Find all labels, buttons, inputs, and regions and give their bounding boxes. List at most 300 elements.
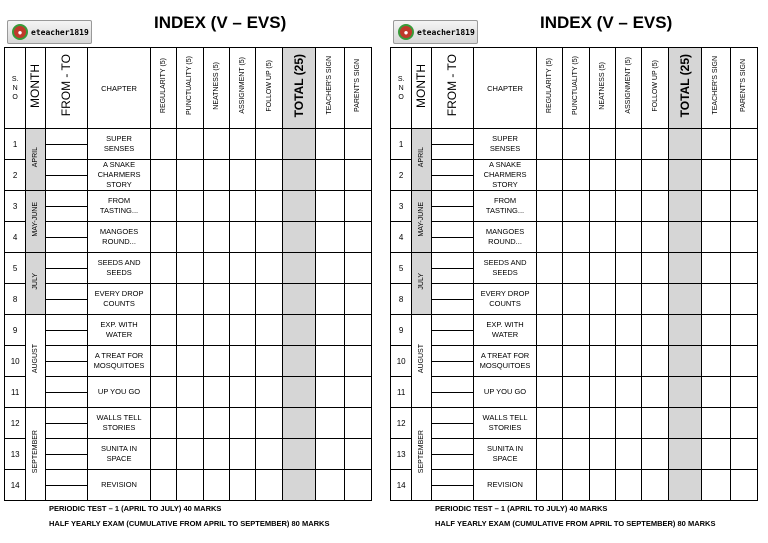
sign-cell bbox=[730, 129, 758, 160]
month-july bbox=[412, 253, 431, 315]
from-to-cell bbox=[45, 408, 88, 439]
header-assignment-label: ASSIGNMENT (5) bbox=[625, 57, 633, 114]
sign-cell bbox=[344, 191, 372, 222]
row-sno: 10 bbox=[5, 346, 26, 377]
mark-cell bbox=[229, 191, 255, 222]
sign-cell bbox=[344, 253, 372, 284]
from-to-cell bbox=[431, 160, 474, 191]
mark-cell bbox=[536, 160, 562, 191]
mark-cell bbox=[150, 377, 176, 408]
mark-cell bbox=[150, 253, 176, 284]
from-to-cell bbox=[431, 377, 474, 408]
header-from-to bbox=[45, 48, 88, 129]
header-sno-line: N bbox=[12, 84, 18, 92]
sign-cell bbox=[344, 346, 372, 377]
month-label: AUGUST bbox=[31, 343, 39, 374]
mark-cell bbox=[177, 408, 203, 439]
mark-cell bbox=[150, 222, 176, 253]
apple-logo-icon: ● bbox=[398, 24, 414, 40]
chapter-cell bbox=[88, 253, 151, 284]
row-sno: 3 bbox=[391, 191, 412, 222]
from-to-cell bbox=[45, 253, 88, 284]
from-to-cell bbox=[431, 129, 474, 160]
row-sno: 13 bbox=[391, 439, 412, 470]
chapter-line: SUNITA IN bbox=[486, 444, 524, 453]
table-row bbox=[5, 284, 372, 315]
mark-cell bbox=[177, 346, 203, 377]
header-from-to bbox=[431, 48, 474, 129]
total-cell bbox=[668, 160, 701, 191]
mark-cell bbox=[177, 377, 203, 408]
row-sno: 5 bbox=[5, 253, 26, 284]
mark-cell bbox=[150, 191, 176, 222]
mark-cell bbox=[589, 346, 615, 377]
mark-cell bbox=[229, 315, 255, 346]
row-sno: 4 bbox=[5, 222, 26, 253]
from-to-cell bbox=[45, 160, 88, 191]
from-to-cell bbox=[45, 377, 88, 408]
mark-cell bbox=[150, 439, 176, 470]
header-regularity-label: REGULARITY (5) bbox=[546, 57, 554, 114]
sign-cell bbox=[344, 439, 372, 470]
header-neatness-label: NEATNESS (5) bbox=[598, 61, 606, 110]
table-row bbox=[5, 191, 372, 222]
month-label: JULY bbox=[417, 272, 425, 290]
mark-cell bbox=[256, 284, 282, 315]
mark-cell bbox=[256, 191, 282, 222]
sign-cell bbox=[730, 346, 758, 377]
total-cell bbox=[282, 377, 315, 408]
sign-cell bbox=[702, 160, 730, 191]
mark-cell bbox=[563, 439, 589, 470]
sign-cell bbox=[316, 222, 344, 253]
mark-cell bbox=[563, 222, 589, 253]
from-to-cell bbox=[45, 222, 88, 253]
chapter-line: STORY bbox=[106, 180, 132, 189]
total-cell bbox=[282, 253, 315, 284]
chapter-line: WATER bbox=[105, 330, 133, 339]
mark-cell bbox=[203, 470, 229, 501]
header-regularity bbox=[150, 48, 176, 129]
header-total bbox=[282, 48, 315, 129]
mark-cell bbox=[150, 408, 176, 439]
row-sno: 2 bbox=[5, 160, 26, 191]
mark-cell bbox=[229, 408, 255, 439]
month-label: SEPTEMBER bbox=[417, 429, 425, 474]
chapter-cell bbox=[88, 346, 151, 377]
table-row bbox=[5, 222, 372, 253]
chapter-line: EXP. WITH bbox=[486, 320, 524, 329]
mark-cell bbox=[615, 253, 641, 284]
mark-cell bbox=[615, 129, 641, 160]
mark-cell bbox=[256, 253, 282, 284]
chapter-line: STORIES bbox=[488, 423, 522, 432]
sign-cell bbox=[316, 346, 344, 377]
header-teacher-sign bbox=[702, 48, 730, 129]
month-may-june bbox=[412, 191, 431, 253]
mark-cell bbox=[615, 408, 641, 439]
row-sno: 11 bbox=[391, 377, 412, 408]
mark-cell bbox=[615, 315, 641, 346]
mark-cell bbox=[256, 408, 282, 439]
mark-cell bbox=[615, 222, 641, 253]
month-label: MAY-JUNE bbox=[31, 201, 39, 237]
total-cell bbox=[668, 346, 701, 377]
row-sno: 9 bbox=[391, 315, 412, 346]
sign-cell bbox=[316, 129, 344, 160]
row-sno: 4 bbox=[391, 222, 412, 253]
from-to-cell bbox=[431, 284, 474, 315]
mark-cell bbox=[203, 253, 229, 284]
mark-cell bbox=[642, 160, 668, 191]
sign-cell bbox=[316, 191, 344, 222]
table-row bbox=[391, 284, 758, 315]
chapter-cell bbox=[474, 191, 537, 222]
mark-cell bbox=[203, 408, 229, 439]
sign-cell bbox=[702, 377, 730, 408]
row-sno: 1 bbox=[5, 129, 26, 160]
footer-half-yearly: HALF YEARLY EXAM (CUMULATIVE FROM APRIL TO SEPTEMBER) 80 MARKS bbox=[49, 519, 330, 528]
header-sno-line: O bbox=[12, 93, 18, 101]
header-parent-sign bbox=[344, 48, 372, 129]
footer-half-yearly: HALF YEARLY EXAM (CUMULATIVE FROM APRIL TO SEPTEMBER) 80 MARKS bbox=[435, 519, 716, 528]
mark-cell bbox=[536, 253, 562, 284]
mark-cell bbox=[203, 377, 229, 408]
table-row bbox=[391, 346, 758, 377]
table-row bbox=[391, 408, 758, 439]
mark-cell bbox=[203, 315, 229, 346]
table-row bbox=[5, 346, 372, 377]
mark-cell bbox=[229, 160, 255, 191]
mark-cell bbox=[203, 346, 229, 377]
chapter-line: MANGOES bbox=[99, 227, 139, 236]
chapter-line: WATER bbox=[491, 330, 519, 339]
mark-cell bbox=[615, 160, 641, 191]
sign-cell bbox=[702, 191, 730, 222]
total-cell bbox=[668, 377, 701, 408]
table-row bbox=[391, 129, 758, 160]
header-month bbox=[26, 48, 45, 129]
index-sheet-right bbox=[390, 0, 764, 543]
table-row bbox=[5, 377, 372, 408]
total-cell bbox=[668, 284, 701, 315]
mark-cell bbox=[256, 315, 282, 346]
chapter-cell bbox=[88, 222, 151, 253]
mark-cell bbox=[177, 191, 203, 222]
chapter-line: CHARMERS bbox=[97, 170, 141, 179]
chapter-cell bbox=[474, 470, 537, 501]
from-to-cell bbox=[45, 315, 88, 346]
month-july bbox=[26, 253, 45, 315]
from-to-cell bbox=[45, 470, 88, 501]
mark-cell bbox=[589, 253, 615, 284]
chapter-cell bbox=[88, 315, 151, 346]
header-sno-line: O bbox=[398, 93, 404, 101]
month-label: AUGUST bbox=[417, 343, 425, 374]
sign-cell bbox=[730, 315, 758, 346]
sign-cell bbox=[702, 346, 730, 377]
header-neatness bbox=[589, 48, 615, 129]
mark-cell bbox=[615, 377, 641, 408]
total-cell bbox=[282, 284, 315, 315]
header-total-label: TOTAL (25) bbox=[677, 53, 692, 118]
mark-cell bbox=[229, 439, 255, 470]
mark-cell bbox=[642, 253, 668, 284]
mark-cell bbox=[150, 315, 176, 346]
from-to-cell bbox=[45, 191, 88, 222]
mark-cell bbox=[256, 160, 282, 191]
from-to-cell bbox=[431, 253, 474, 284]
logo-badge bbox=[7, 20, 92, 44]
chapter-cell bbox=[474, 253, 537, 284]
row-sno: 9 bbox=[5, 315, 26, 346]
mark-cell bbox=[177, 315, 203, 346]
mark-cell bbox=[589, 284, 615, 315]
chapter-cell bbox=[474, 377, 537, 408]
chapter-cell bbox=[474, 315, 537, 346]
row-sno: 5 bbox=[391, 253, 412, 284]
table-row bbox=[391, 253, 758, 284]
sign-cell bbox=[730, 377, 758, 408]
row-sno: 14 bbox=[5, 470, 26, 501]
mark-cell bbox=[642, 129, 668, 160]
chapter-line: COUNTS bbox=[103, 299, 135, 308]
chapter-line: SUNITA IN bbox=[100, 444, 138, 453]
mark-cell bbox=[563, 160, 589, 191]
sign-cell bbox=[702, 222, 730, 253]
chapter-line: MOSQUITOES bbox=[93, 361, 145, 370]
chapter-line: UP YOU GO bbox=[483, 387, 527, 396]
header-month-label: MONTH bbox=[414, 63, 429, 108]
sign-cell bbox=[702, 129, 730, 160]
chapter-line: SEEDS AND bbox=[97, 258, 141, 267]
table-row bbox=[391, 470, 758, 501]
index-sheet-left bbox=[4, 0, 378, 543]
row-sno: 2 bbox=[391, 160, 412, 191]
month-september bbox=[412, 408, 431, 501]
mark-cell bbox=[177, 470, 203, 501]
table-row bbox=[5, 470, 372, 501]
chapter-line: ROUND... bbox=[102, 237, 136, 246]
mark-cell bbox=[536, 129, 562, 160]
mark-cell bbox=[177, 129, 203, 160]
sign-cell bbox=[730, 160, 758, 191]
apple-logo-icon: ● bbox=[12, 24, 28, 40]
total-cell bbox=[282, 222, 315, 253]
mark-cell bbox=[642, 377, 668, 408]
total-cell bbox=[668, 439, 701, 470]
sign-cell bbox=[316, 377, 344, 408]
chapter-line: EVERY DROP bbox=[94, 289, 144, 298]
row-sno: 8 bbox=[391, 284, 412, 315]
chapter-cell bbox=[88, 470, 151, 501]
chapter-cell bbox=[88, 408, 151, 439]
mark-cell bbox=[256, 129, 282, 160]
mark-cell bbox=[536, 191, 562, 222]
mark-cell bbox=[642, 408, 668, 439]
chapter-line: SEEDS bbox=[492, 268, 518, 277]
sign-cell bbox=[344, 222, 372, 253]
sign-cell bbox=[730, 191, 758, 222]
mark-cell bbox=[589, 377, 615, 408]
total-cell bbox=[282, 439, 315, 470]
sign-cell bbox=[702, 284, 730, 315]
header-teacher-sign-label: TEACHER'S SIGN bbox=[712, 56, 720, 115]
mark-cell bbox=[177, 160, 203, 191]
mark-cell bbox=[203, 160, 229, 191]
page-title: INDEX (V – EVS) bbox=[540, 13, 673, 32]
chapter-cell bbox=[88, 439, 151, 470]
mark-cell bbox=[563, 315, 589, 346]
header-month bbox=[412, 48, 431, 129]
sign-cell bbox=[702, 439, 730, 470]
total-cell bbox=[282, 160, 315, 191]
mark-cell bbox=[563, 253, 589, 284]
mark-cell bbox=[563, 470, 589, 501]
from-to-cell bbox=[431, 191, 474, 222]
total-cell bbox=[668, 253, 701, 284]
header-punctuality bbox=[177, 48, 203, 129]
sign-cell bbox=[316, 253, 344, 284]
header-regularity bbox=[536, 48, 562, 129]
row-sno: 14 bbox=[391, 470, 412, 501]
sign-cell bbox=[316, 315, 344, 346]
total-cell bbox=[668, 408, 701, 439]
chapter-line: SPACE bbox=[492, 454, 518, 463]
chapter-line: SUPER bbox=[492, 134, 518, 143]
header-chapter: CHAPTER bbox=[88, 48, 151, 129]
chapter-line: TASTING... bbox=[485, 206, 525, 215]
chapter-line: SUPER bbox=[106, 134, 132, 143]
sign-cell bbox=[730, 222, 758, 253]
mark-cell bbox=[203, 191, 229, 222]
table-row bbox=[391, 222, 758, 253]
mark-cell bbox=[589, 315, 615, 346]
chapter-line: TASTING... bbox=[99, 206, 139, 215]
header-sno-line: S. bbox=[397, 75, 405, 83]
sign-cell bbox=[702, 408, 730, 439]
mark-cell bbox=[642, 284, 668, 315]
table-row bbox=[5, 315, 372, 346]
mark-cell bbox=[563, 191, 589, 222]
mark-cell bbox=[589, 222, 615, 253]
mark-cell bbox=[642, 315, 668, 346]
chapter-line: SEEDS AND bbox=[483, 258, 527, 267]
chapter-line: COUNTS bbox=[489, 299, 521, 308]
chapter-line: EXP. WITH bbox=[100, 320, 138, 329]
mark-cell bbox=[177, 222, 203, 253]
mark-cell bbox=[203, 222, 229, 253]
header-parent-sign bbox=[730, 48, 758, 129]
chapter-cell bbox=[88, 377, 151, 408]
month-august bbox=[412, 315, 431, 408]
mark-cell bbox=[642, 470, 668, 501]
header-parent-sign-label: PARENT'S SIGN bbox=[740, 59, 748, 112]
header-assignment-label: ASSIGNMENT (5) bbox=[239, 57, 247, 114]
row-sno: 12 bbox=[391, 408, 412, 439]
from-to-cell bbox=[431, 439, 474, 470]
total-cell bbox=[282, 191, 315, 222]
index-table bbox=[4, 47, 372, 501]
sign-cell bbox=[316, 284, 344, 315]
chapter-cell bbox=[474, 160, 537, 191]
from-to-cell bbox=[431, 408, 474, 439]
mark-cell bbox=[642, 346, 668, 377]
chapter-cell bbox=[88, 160, 151, 191]
footer-periodic-test: PERIODIC TEST – 1 (APRIL TO JULY) 40 MARKS bbox=[435, 504, 608, 513]
from-to-cell bbox=[45, 439, 88, 470]
header-total-label: TOTAL (25) bbox=[291, 53, 306, 118]
chapter-line: SENSES bbox=[489, 144, 521, 153]
mark-cell bbox=[229, 346, 255, 377]
mark-cell bbox=[589, 129, 615, 160]
mark-cell bbox=[615, 284, 641, 315]
chapter-cell bbox=[474, 222, 537, 253]
header-follow-up-label: FOLLOW UP (5) bbox=[651, 59, 659, 112]
mark-cell bbox=[563, 129, 589, 160]
mark-cell bbox=[256, 377, 282, 408]
mark-cell bbox=[589, 408, 615, 439]
mark-cell bbox=[177, 284, 203, 315]
chapter-cell bbox=[88, 284, 151, 315]
header-sno-line: S. bbox=[11, 75, 19, 83]
total-cell bbox=[282, 346, 315, 377]
mark-cell bbox=[150, 470, 176, 501]
header-assignment bbox=[615, 48, 641, 129]
header-follow-up bbox=[642, 48, 668, 129]
mark-cell bbox=[229, 284, 255, 315]
chapter-line: MANGOES bbox=[485, 227, 525, 236]
chapter-line: EVERY DROP bbox=[480, 289, 530, 298]
logo-text: eteacher1819 bbox=[417, 27, 475, 37]
table-row bbox=[391, 315, 758, 346]
logo-text: eteacher1819 bbox=[31, 27, 89, 37]
sign-cell bbox=[316, 160, 344, 191]
sign-cell bbox=[316, 439, 344, 470]
row-sno: 3 bbox=[5, 191, 26, 222]
total-cell bbox=[282, 315, 315, 346]
mark-cell bbox=[589, 439, 615, 470]
chapter-line: A TREAT FOR bbox=[480, 351, 530, 360]
header-punctuality-label: PUNCTUALITY (5) bbox=[572, 56, 580, 115]
mark-cell bbox=[177, 253, 203, 284]
from-to-cell bbox=[431, 222, 474, 253]
total-cell bbox=[668, 470, 701, 501]
header-from-to-label: FROM - TO bbox=[59, 54, 74, 117]
mark-cell bbox=[589, 470, 615, 501]
sign-cell bbox=[702, 470, 730, 501]
chapter-cell bbox=[474, 129, 537, 160]
table-row bbox=[391, 439, 758, 470]
header-chapter: CHAPTER bbox=[474, 48, 537, 129]
mark-cell bbox=[203, 129, 229, 160]
mark-cell bbox=[229, 470, 255, 501]
mark-cell bbox=[536, 315, 562, 346]
mark-cell bbox=[563, 377, 589, 408]
from-to-cell bbox=[45, 129, 88, 160]
from-to-cell bbox=[45, 284, 88, 315]
sign-cell bbox=[344, 160, 372, 191]
chapter-line: A SNAKE bbox=[488, 160, 522, 169]
mark-cell bbox=[256, 346, 282, 377]
mark-cell bbox=[536, 470, 562, 501]
month-label: APRIL bbox=[31, 146, 39, 168]
table-row bbox=[391, 191, 758, 222]
header-assignment bbox=[229, 48, 255, 129]
mark-cell bbox=[563, 408, 589, 439]
month-august bbox=[26, 315, 45, 408]
sign-cell bbox=[730, 284, 758, 315]
